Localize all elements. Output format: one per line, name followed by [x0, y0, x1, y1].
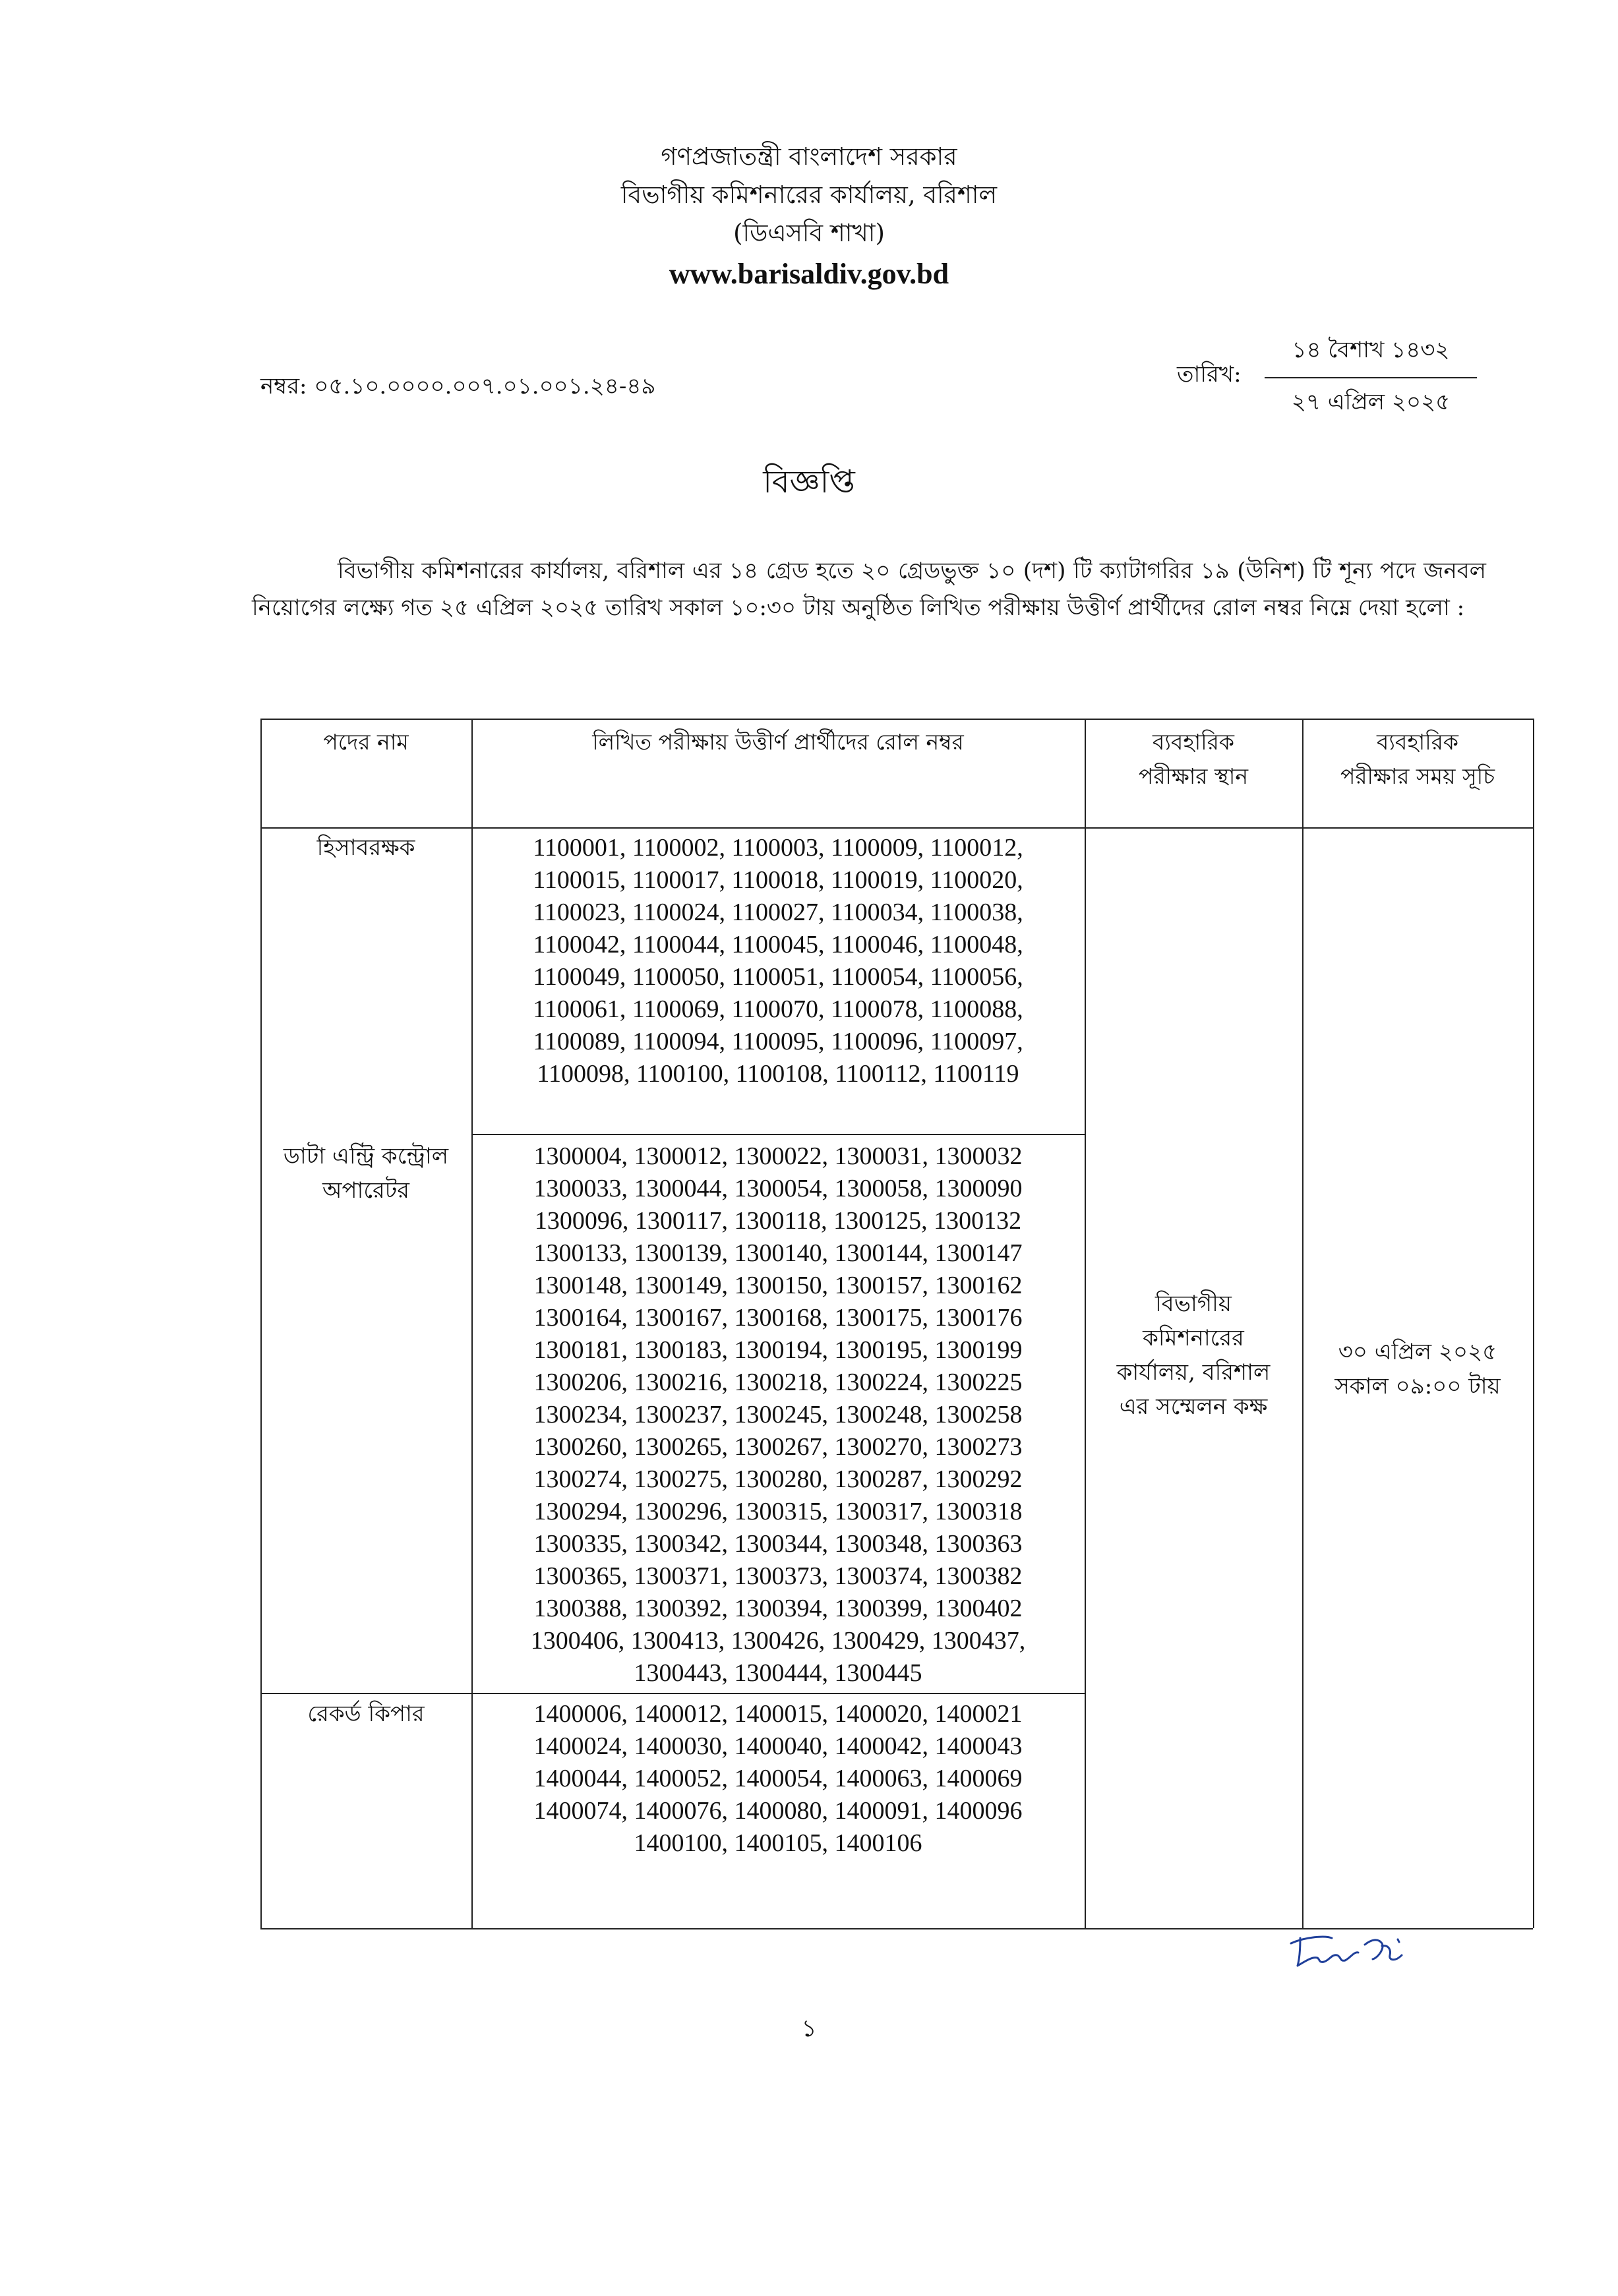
post-record-keeper: রেকর্ড কিপার	[307, 1701, 425, 1727]
roll-line: 1100015, 1100017, 1100018, 1100019, 1100020,	[533, 866, 1023, 894]
signature	[1286, 1925, 1418, 1978]
roll-line: 1300274, 1300275, 1300280, 1300287, 1300292	[533, 1465, 1023, 1493]
col-divider-3	[1302, 719, 1303, 1928]
post-data-entry-operator	[260, 1139, 471, 1208]
rolls-data-entry-operator	[471, 1140, 1085, 1690]
website: www.barisaldiv.gov.bd	[669, 258, 949, 290]
roll-line: 1300033, 1300044, 1300054, 1300058, 1300090	[533, 1175, 1023, 1202]
venue-line: বিভাগীয়	[1155, 1291, 1232, 1317]
roll-line: 1400006, 1400012, 1400015, 1400020, 1400021	[533, 1700, 1023, 1728]
rolls-accountant	[471, 832, 1085, 1090]
roll-line: 1100001, 1100002, 1100003, 1100009, 1100012,	[533, 834, 1023, 862]
office-name: বিভাগীয় কমিশনারের কার্যালয়, বরিশাল	[620, 181, 998, 209]
venue-line: কমিশনারের	[1143, 1325, 1244, 1351]
notice-title: বিজ্ঞপ্তি	[763, 463, 855, 500]
page-number: ১	[801, 2015, 817, 2042]
header-place-line2: পরীক্ষার স্থান	[1138, 763, 1249, 789]
table-header-rule	[260, 827, 1533, 829]
notice-body	[252, 552, 1486, 626]
roll-line: 1100061, 1100069, 1100070, 1100078, 1100088,	[533, 995, 1023, 1023]
post-accountant: হিসাবরক্ষক	[316, 835, 415, 861]
roll-line: 1100049, 1100050, 1100051, 1100054, 1100056,	[533, 963, 1023, 991]
results-table	[260, 719, 1533, 1928]
roll-line: 1100023, 1100024, 1100027, 1100034, 1100038,	[533, 898, 1023, 926]
schedule-time: সকাল ০৯:০০ টায়	[1334, 1373, 1501, 1399]
rolls-record-keeper	[471, 1698, 1085, 1860]
roll-line: 1100089, 1100094, 1100095, 1100096, 1100097,	[533, 1028, 1023, 1055]
roll-line: 1300181, 1300183, 1300194, 1300195, 1300199	[533, 1336, 1023, 1364]
roll-line: 1300206, 1300216, 1300218, 1300224, 1300225	[533, 1369, 1023, 1396]
roll-line: 1300096, 1300117, 1300118, 1300125, 1300132	[534, 1207, 1022, 1235]
roll-line: 1300164, 1300167, 1300168, 1300175, 1300176	[533, 1304, 1023, 1332]
exam-venue	[1085, 1287, 1302, 1424]
roll-line: 1400100, 1400105, 1400106	[634, 1829, 922, 1857]
roll-line: 1300004, 1300012, 1300022, 1300031, 1300032	[533, 1142, 1023, 1170]
roll-line: 1300365, 1300371, 1300373, 1300374, 1300382	[533, 1562, 1023, 1590]
date-english: ২৭ এপ্রিল ২০২৫	[1291, 389, 1451, 415]
header-place	[1085, 725, 1302, 794]
date-divider	[1265, 377, 1477, 378]
header-time-line2: পরীক্ষার সময় সূচি	[1340, 763, 1495, 789]
roll-line: 1300133, 1300139, 1300140, 1300144, 1300147	[533, 1239, 1023, 1267]
govt-name: গণপ্রজাতন্ত্রী বাংলাদেশ সরকার	[661, 142, 957, 171]
header-post: পদের নাম	[323, 729, 409, 755]
roll-line: 1300335, 1300342, 1300344, 1300348, 1300363	[533, 1530, 1023, 1558]
venue-line: এর সম্মেলন কক্ষ	[1119, 1394, 1268, 1420]
roll-line: 1300406, 1300413, 1300426, 1300429, 1300437,	[530, 1627, 1026, 1655]
table-border-left	[260, 719, 262, 1928]
header-time-line1: ব্যবহারিক	[1377, 729, 1458, 755]
roll-line: 1300388, 1300392, 1300394, 1300399, 1300402	[533, 1595, 1023, 1622]
exam-schedule	[1302, 1335, 1533, 1403]
roll-line: 1300148, 1300149, 1300150, 1300157, 1300162	[533, 1272, 1023, 1299]
roll-line: 1300260, 1300265, 1300267, 1300270, 1300273	[533, 1433, 1023, 1461]
header-place-line1: ব্যবহারিক	[1153, 729, 1234, 755]
roll-line: 1400024, 1400030, 1400040, 1400042, 1400043	[533, 1732, 1023, 1760]
roll-line: 1100042, 1100044, 1100045, 1100046, 1100048,	[533, 931, 1023, 958]
header-rolls: লিখিত পরীক্ষায় উত্তীর্ণ প্রার্থীদের রোল নম্বর	[592, 729, 964, 755]
date-bangla: ১৪ বৈশাখ ১৪৩২	[1292, 337, 1450, 363]
section-name: (ডিএসবি শাখা)	[733, 219, 885, 247]
roll-line: 1100098, 1100100, 1100108, 1100112, 1100119	[537, 1060, 1019, 1088]
roll-line: 1300294, 1300296, 1300315, 1300317, 1300318	[533, 1498, 1023, 1525]
roll-line: 1300443, 1300444, 1300445	[634, 1659, 922, 1687]
roll-line: 1300234, 1300237, 1300245, 1300248, 1300258	[533, 1401, 1023, 1428]
table-border-top	[260, 719, 1533, 720]
venue-line: কার্যালয়, বরিশাল	[1116, 1359, 1271, 1386]
row-divider-1	[471, 1134, 1085, 1135]
schedule-date: ৩০ এপ্রিল ২০২৫	[1338, 1339, 1497, 1365]
row-divider-2	[260, 1693, 1085, 1694]
memo-number: নম্বর: ০৫.১০.০০০০.০০৭.০১.০০১.২৪-৪৯	[260, 373, 656, 399]
date-label: তারিখ:	[1177, 361, 1242, 388]
notice-body-text: বিভাগীয় কমিশনারের কার্যালয়, বরিশাল এর ১৪ গ্রেড হতে ২০ গ্রেডভুক্ত ১০ (দশ) টি ক্যাটাগরির ১৯ (উনিশ) টি শূন্য পদে জনবল নিয়োগের লক্ষ্যে গত ২৫ এপ্রিল ২০২৫ তারিখ সকাল ১০:৩০ টায় অনুষ্ঠিত লিখিত পরীক্ষায় উত্তীর্ণ প্রার্থীদের রোল নম্বর নিম্নে দেয়া হলো :	[252, 558, 1486, 621]
header-time	[1302, 725, 1533, 794]
post-data-entry-line2: অপারেটর	[322, 1177, 409, 1204]
post-data-entry-line1: ডাটা এন্ট্রি কন্ট্রোল	[283, 1143, 449, 1169]
roll-line: 1400044, 1400052, 1400054, 1400063, 1400069	[533, 1765, 1023, 1792]
roll-line: 1400074, 1400076, 1400080, 1400091, 1400096	[533, 1797, 1023, 1825]
table-border-right	[1533, 719, 1534, 1928]
